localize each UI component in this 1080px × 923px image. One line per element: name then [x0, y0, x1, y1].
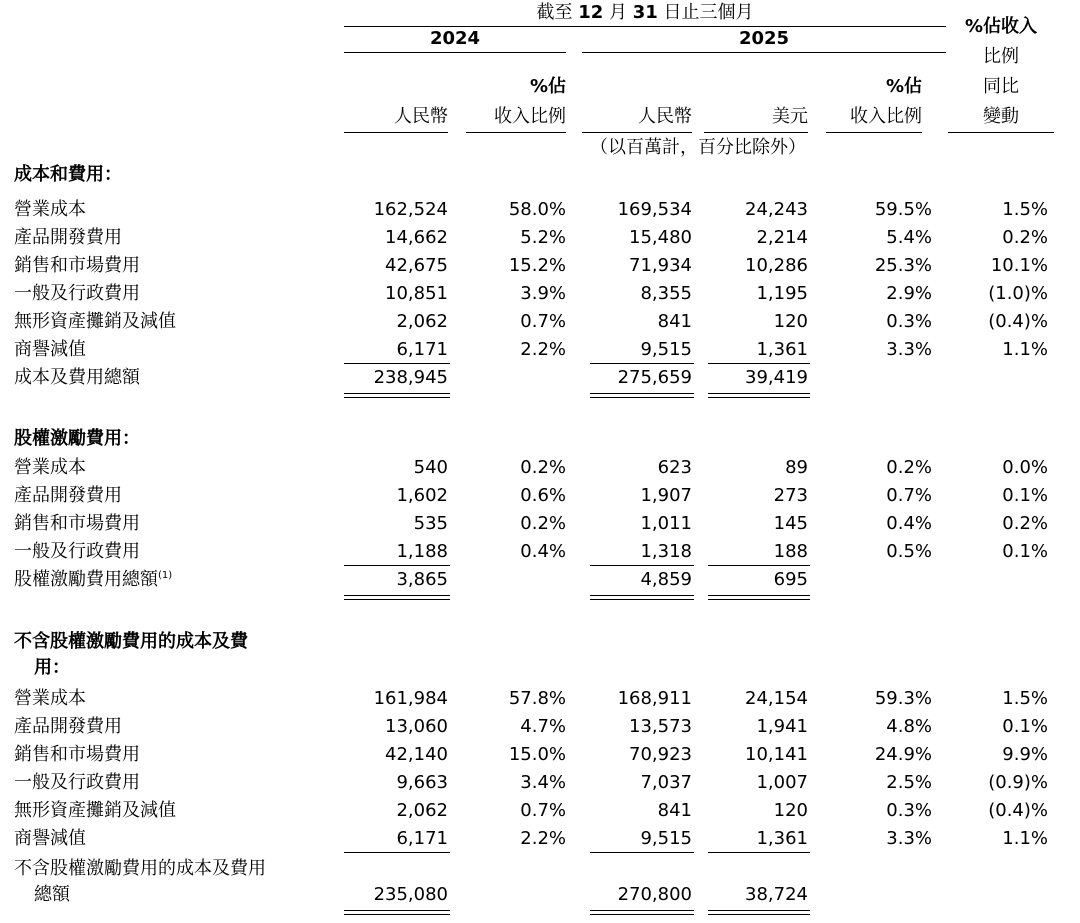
cell-pct-2025: 3.3% — [886, 828, 932, 849]
subtotal-rule — [708, 363, 810, 364]
subtotal-rule — [590, 363, 694, 364]
cell-yoy: 10.1% — [990, 255, 1048, 276]
cell-yoy: 1.5% — [1002, 688, 1048, 709]
rmb-2024-header: 人民幣 — [394, 106, 448, 127]
cell-pct-2025: 0.4% — [886, 513, 932, 534]
cell-pct-2024: 2.2% — [520, 339, 566, 360]
cell-rmb-2025: 1,011 — [640, 513, 692, 534]
total-double-rule — [708, 397, 810, 398]
row-label: 產品開發費用 — [14, 716, 122, 737]
cell-yoy: 0.0% — [1002, 457, 1048, 478]
cell-yoy: 0.2% — [1002, 513, 1048, 534]
total-rmb-2025: 275,659 — [617, 367, 692, 388]
section-title-ex-sbc-line1: 不含股權激勵費用的成本及費 — [14, 631, 248, 652]
cell-rmb-2024: 42,675 — [385, 255, 448, 276]
total-label: 股權激勵費用總額$^{(1)}$ — [14, 569, 173, 590]
cell-yoy: 1.1% — [1002, 339, 1048, 360]
cell-yoy: 1.1% — [1002, 828, 1048, 849]
total-label-line2: 總額 — [34, 884, 70, 905]
cell-rmb-2025: 7,037 — [640, 772, 692, 793]
cell-rmb-2024: 161,984 — [373, 688, 448, 709]
cell-yoy: 0.1% — [1002, 485, 1048, 506]
subtotal-rule — [708, 852, 810, 853]
cell-rmb-2025: 841 — [657, 311, 692, 332]
usd-2025-header: 美元 — [772, 106, 808, 127]
total-double-rule — [708, 599, 810, 600]
cell-rmb-2024: 1,602 — [396, 485, 448, 506]
cell-pct-2025: 0.7% — [886, 485, 932, 506]
cell-pct-2025: 25.3% — [874, 255, 932, 276]
cell-pct-2024: 15.0% — [508, 744, 566, 765]
row-label: 銷售和市場費用 — [14, 255, 140, 276]
total-double-rule — [590, 595, 694, 596]
period-rule — [344, 26, 946, 27]
total-rmb-2024: 238,945 — [373, 367, 448, 388]
total-double-rule — [590, 914, 694, 915]
footnote-marker: (1) — [158, 570, 173, 581]
cell-pct-2024: 0.7% — [520, 800, 566, 821]
subtotal-rule — [344, 852, 450, 853]
total-double-rule — [344, 393, 450, 394]
cell-pct-2025: 2.5% — [886, 772, 932, 793]
cell-pct-2025: 2.9% — [886, 283, 932, 304]
cell-rmb-2024: 9,663 — [396, 772, 448, 793]
cell-rmb-2025: 841 — [657, 800, 692, 821]
year-2025-header: 2025 — [738, 28, 790, 49]
col-rule-pct-2025 — [826, 132, 922, 133]
cell-usd-2025: 120 — [773, 800, 808, 821]
cell-yoy: 0.1% — [1002, 541, 1048, 562]
pct-2024-header-line2: 收入比例 — [494, 106, 566, 127]
total-usd-2025: 39,419 — [745, 367, 808, 388]
cell-usd-2025: 89 — [785, 457, 808, 478]
cell-usd-2025: 10,286 — [745, 255, 808, 276]
pct-2025-header-line1: %佔 — [885, 76, 922, 97]
cell-rmb-2025: 13,573 — [629, 716, 692, 737]
cell-rmb-2025: 168,911 — [617, 688, 692, 709]
cell-usd-2025: 10,141 — [745, 744, 808, 765]
subtotal-rule — [590, 565, 694, 566]
total-double-rule — [344, 397, 450, 398]
row-label: 銷售和市場費用 — [14, 744, 140, 765]
yoy-header-line3: 同比 — [983, 76, 1019, 97]
cell-pct-2024: 0.7% — [520, 311, 566, 332]
cell-rmb-2025: 15,480 — [629, 227, 692, 248]
total-double-rule — [708, 393, 810, 394]
row-label: 營業成本 — [14, 457, 86, 478]
cell-pct-2024: 5.2% — [520, 227, 566, 248]
cell-pct-2024: 3.9% — [520, 283, 566, 304]
cell-pct-2025: 3.3% — [886, 339, 932, 360]
cell-usd-2025: 120 — [773, 311, 808, 332]
total-double-rule — [590, 393, 694, 394]
subtotal-rule — [708, 565, 810, 566]
cell-pct-2024: 0.4% — [520, 541, 566, 562]
units-note: （以百萬計，百分比除外） — [590, 137, 806, 158]
subtotal-rule — [590, 852, 694, 853]
row-label: 商譽減值 — [14, 828, 86, 849]
total-double-rule — [344, 595, 450, 596]
cell-rmb-2024: 162,524 — [373, 199, 448, 220]
cell-pct-2025: 0.2% — [886, 457, 932, 478]
year-2025-rule — [582, 52, 946, 53]
year-2024-header: 2024 — [429, 28, 481, 49]
cell-pct-2024: 15.2% — [508, 255, 566, 276]
total-double-rule — [590, 397, 694, 398]
rmb-2025-header: 人民幣 — [638, 106, 692, 127]
section-title-costs: 成本和費用： — [14, 164, 122, 185]
cell-rmb-2025: 169,534 — [617, 199, 692, 220]
cell-rmb-2024: 14,662 — [385, 227, 448, 248]
cell-yoy: 0.1% — [1002, 716, 1048, 737]
row-label: 產品開發費用 — [14, 485, 122, 506]
total-label: 成本及費用總額 — [14, 367, 140, 388]
total-double-rule — [708, 914, 810, 915]
subtotal-rule — [344, 363, 450, 364]
cell-usd-2025: 1,361 — [756, 339, 808, 360]
cell-rmb-2025: 70,923 — [629, 744, 692, 765]
row-label: 無形資產攤銷及減值 — [14, 311, 176, 332]
cell-rmb-2024: 1,188 — [396, 541, 448, 562]
total-double-rule — [708, 910, 810, 911]
cell-rmb-2024: 6,171 — [396, 339, 448, 360]
cell-rmb-2025: 1,318 — [640, 541, 692, 562]
cell-yoy: (0.9)% — [988, 772, 1048, 793]
cell-usd-2025: 1,007 — [756, 772, 808, 793]
cell-pct-2025: 5.4% — [886, 227, 932, 248]
total-rmb-2024: 3,865 — [396, 569, 448, 590]
subtotal-rule — [344, 565, 450, 566]
row-label: 一般及行政費用 — [14, 541, 140, 562]
row-label: 商譽減值 — [14, 339, 86, 360]
cell-usd-2025: 188 — [773, 541, 808, 562]
row-label: 營業成本 — [14, 199, 86, 220]
row-label: 銷售和市場費用 — [14, 513, 140, 534]
cell-rmb-2024: 42,140 — [385, 744, 448, 765]
row-label: 一般及行政費用 — [14, 283, 140, 304]
row-label: 一般及行政費用 — [14, 772, 140, 793]
col-rule-rmb-2025 — [582, 132, 692, 133]
cell-usd-2025: 145 — [773, 513, 808, 534]
cell-usd-2025: 2,214 — [756, 227, 808, 248]
total-usd-2025: 38,724 — [745, 884, 808, 905]
col-rule-pct-2024 — [466, 132, 566, 133]
section-title-sbc: 股權激勵費用： — [14, 428, 140, 449]
total-rmb-2025: 4,859 — [640, 569, 692, 590]
year-2024-rule — [344, 52, 566, 53]
pct-2025-header-line2: 收入比例 — [850, 106, 922, 127]
cell-pct-2024: 3.4% — [520, 772, 566, 793]
cell-pct-2025: 24.9% — [874, 744, 932, 765]
cell-pct-2024: 0.6% — [520, 485, 566, 506]
cell-pct-2024: 2.2% — [520, 828, 566, 849]
cell-yoy: (0.4)% — [988, 311, 1048, 332]
cell-pct-2024: 4.7% — [520, 716, 566, 737]
total-double-rule — [708, 595, 810, 596]
cell-pct-2025: 0.5% — [886, 541, 932, 562]
section-title-ex-sbc-line2: 用： — [34, 657, 70, 678]
cell-yoy: 0.2% — [1002, 227, 1048, 248]
pct-2024-header-line1: %佔 — [529, 76, 566, 97]
cell-pct-2024: 57.8% — [508, 688, 566, 709]
total-double-rule — [590, 599, 694, 600]
total-rmb-2025: 270,800 — [617, 884, 692, 905]
total-rmb-2024: 235,080 — [373, 884, 448, 905]
cell-yoy: 1.5% — [1002, 199, 1048, 220]
cell-usd-2025: 24,243 — [745, 199, 808, 220]
cell-rmb-2024: 535 — [413, 513, 448, 534]
cell-pct-2024: 0.2% — [520, 513, 566, 534]
cell-rmb-2024: 2,062 — [396, 311, 448, 332]
period-title: 截至 12 月 31 日止三個月 — [536, 2, 754, 23]
cell-pct-2025: 59.3% — [874, 688, 932, 709]
total-double-rule — [344, 914, 450, 915]
row-label: 營業成本 — [14, 688, 86, 709]
cell-rmb-2025: 9,515 — [640, 339, 692, 360]
cell-yoy: (1.0)% — [988, 283, 1048, 304]
cell-pct-2025: 0.3% — [886, 800, 932, 821]
cell-pct-2025: 59.5% — [874, 199, 932, 220]
cell-rmb-2025: 623 — [657, 457, 692, 478]
cell-rmb-2025: 1,907 — [640, 485, 692, 506]
cell-usd-2025: 1,195 — [756, 283, 808, 304]
cell-rmb-2024: 540 — [413, 457, 448, 478]
cell-rmb-2025: 71,934 — [629, 255, 692, 276]
row-label: 產品開發費用 — [14, 227, 122, 248]
cell-rmb-2024: 2,062 — [396, 800, 448, 821]
cell-pct-2024: 0.2% — [520, 457, 566, 478]
cell-rmb-2024: 10,851 — [385, 283, 448, 304]
cell-usd-2025: 273 — [773, 485, 808, 506]
cell-usd-2025: 1,361 — [756, 828, 808, 849]
total-double-rule — [344, 599, 450, 600]
total-usd-2025: 695 — [773, 569, 808, 590]
total-double-rule — [344, 910, 450, 911]
yoy-header-line2: 比例 — [983, 46, 1019, 67]
yoy-header-line4: 變動 — [983, 106, 1019, 127]
cell-usd-2025: 1,941 — [756, 716, 808, 737]
cell-rmb-2025: 9,515 — [640, 828, 692, 849]
yoy-header-line1: %佔收入 — [964, 16, 1038, 37]
cell-rmb-2024: 13,060 — [385, 716, 448, 737]
total-double-rule — [590, 910, 694, 911]
col-rule-yoy — [948, 132, 1054, 133]
cell-pct-2024: 58.0% — [508, 199, 566, 220]
cell-yoy: 9.9% — [1002, 744, 1048, 765]
cell-pct-2025: 4.8% — [886, 716, 932, 737]
total-label-line1: 不含股權激勵費用的成本及費用 — [14, 858, 266, 879]
cell-pct-2025: 0.3% — [886, 311, 932, 332]
cell-rmb-2025: 8,355 — [640, 283, 692, 304]
row-label: 無形資產攤銷及減值 — [14, 800, 176, 821]
cell-yoy: (0.4)% — [988, 800, 1048, 821]
cell-rmb-2024: 6,171 — [396, 828, 448, 849]
col-rule-usd-2025 — [704, 132, 808, 133]
cell-usd-2025: 24,154 — [745, 688, 808, 709]
col-rule-rmb-2024 — [344, 132, 448, 133]
